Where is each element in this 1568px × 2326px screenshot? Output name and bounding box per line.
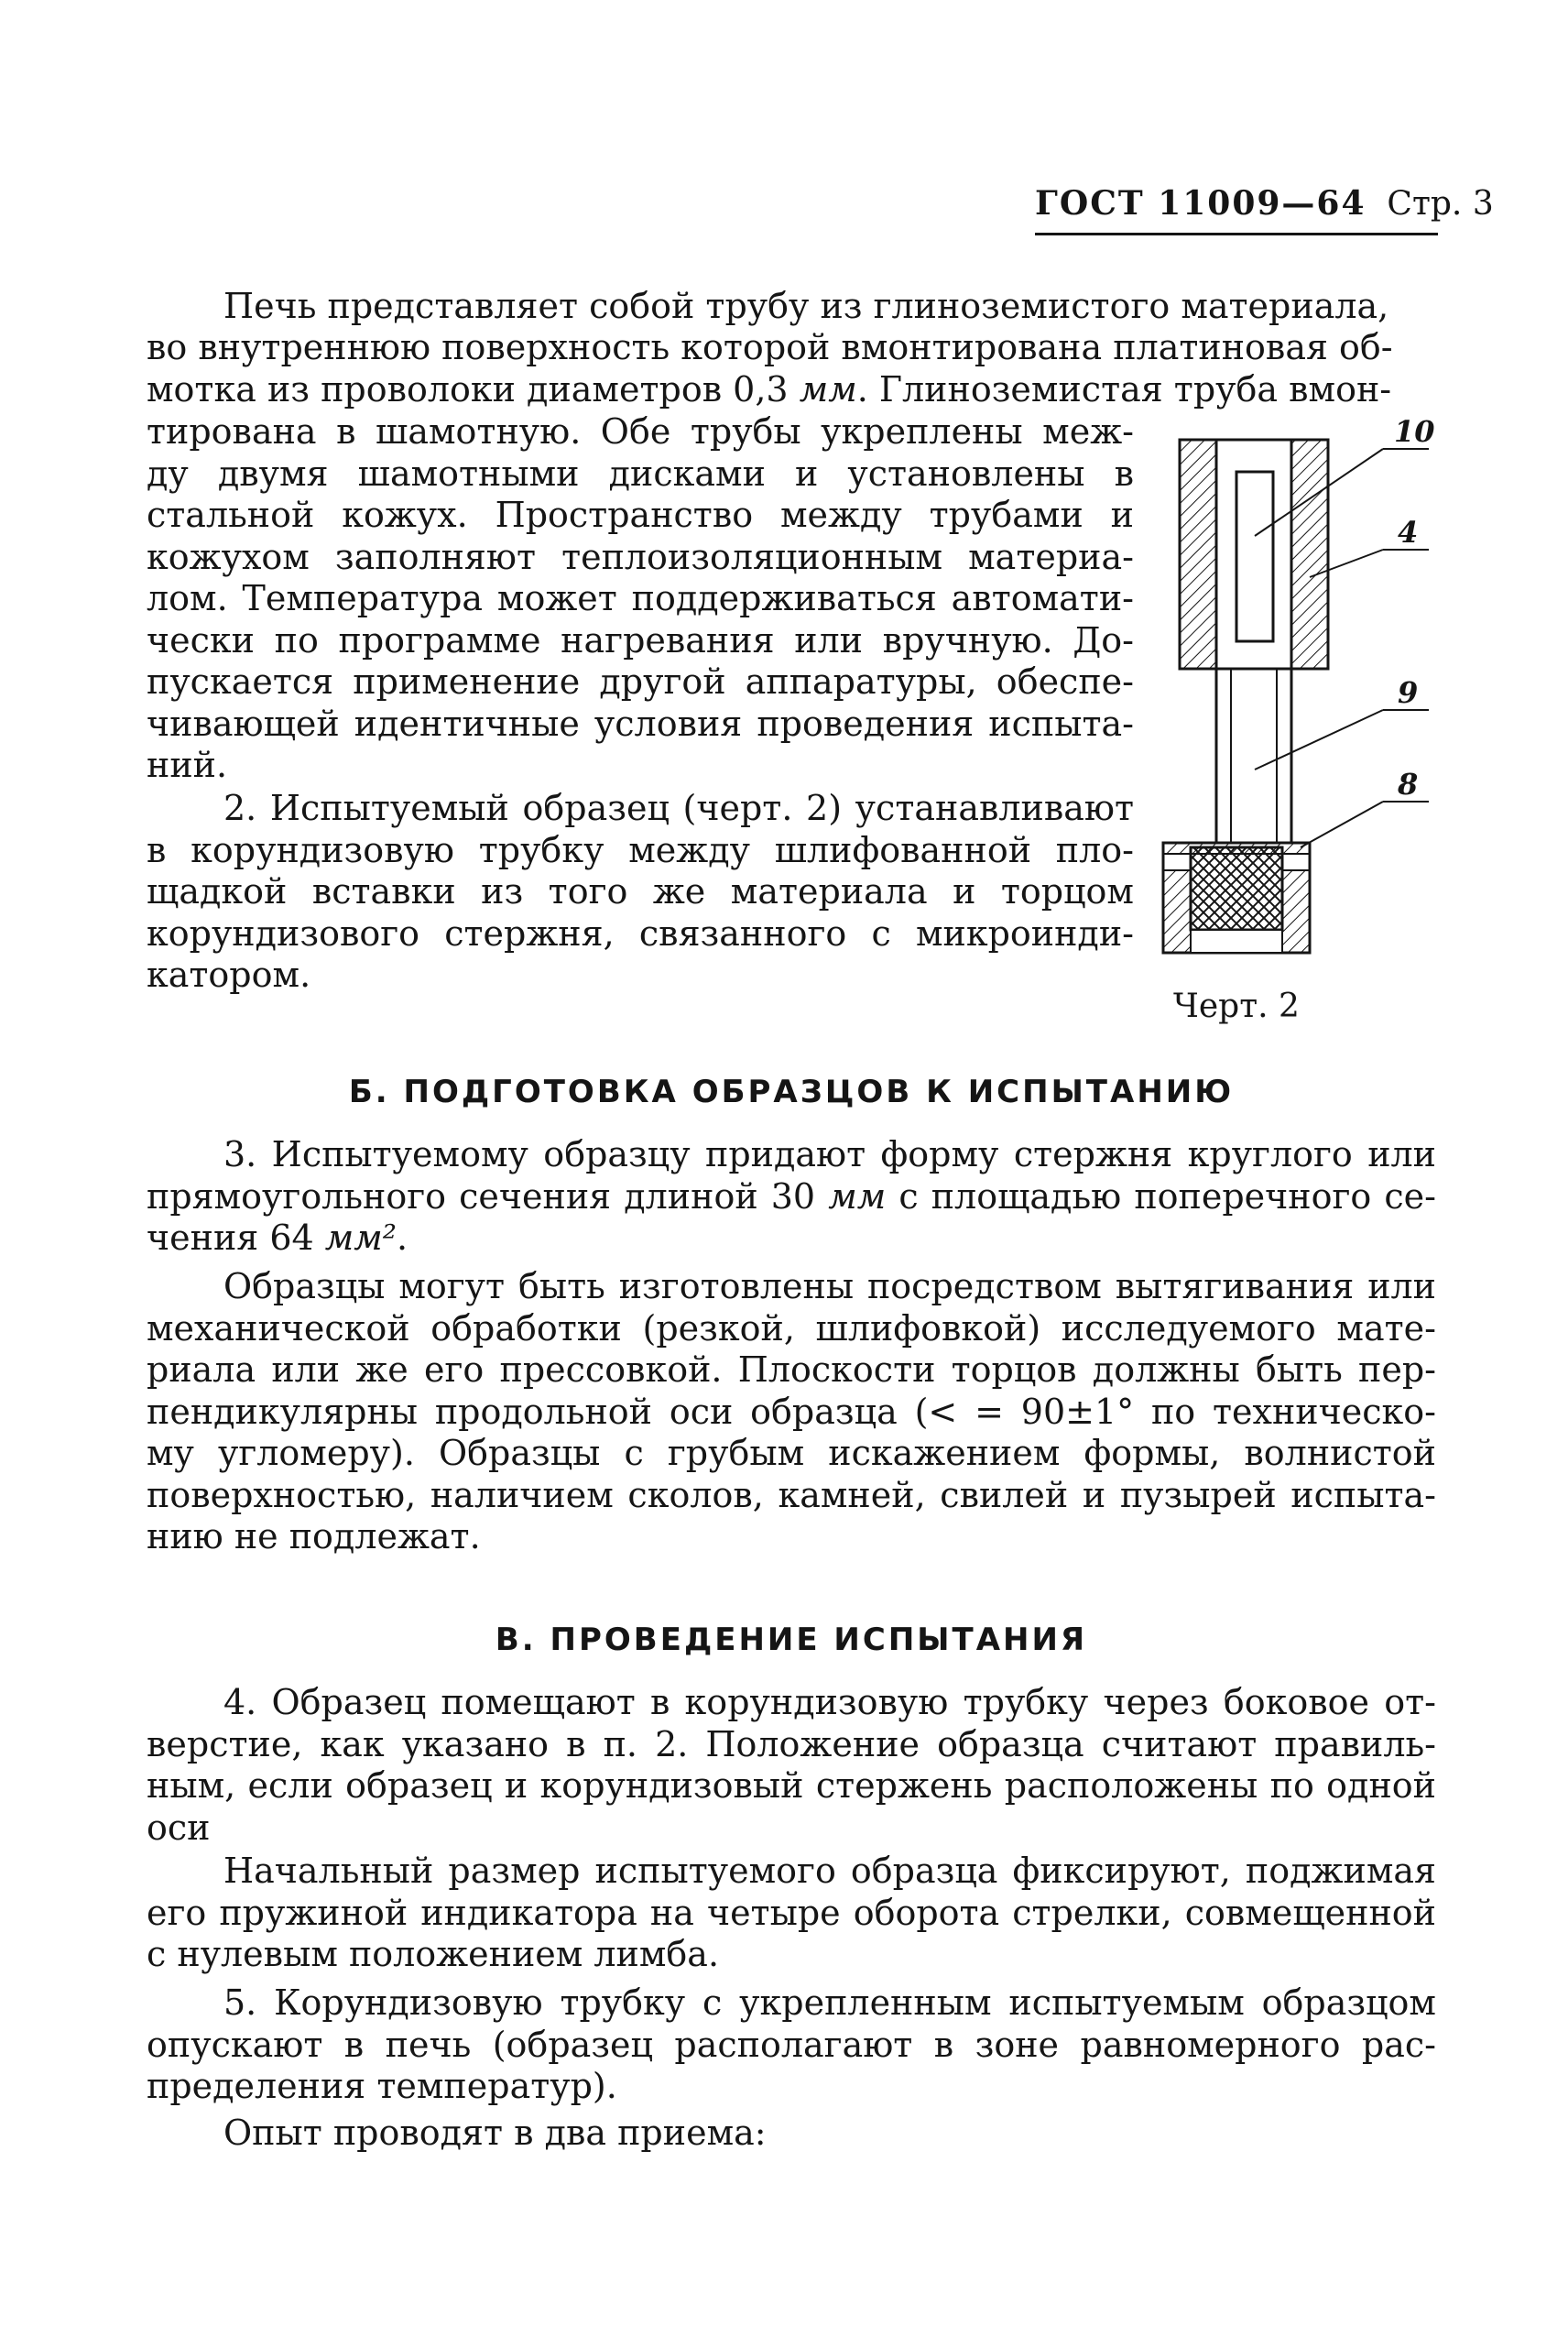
intro-line-1: Печь представляет собой трубу из глиноземистого материала, xyxy=(223,286,1389,326)
paragraph-samples xyxy=(147,1266,1436,1558)
figure-caption: Черт. 2 xyxy=(1173,988,1300,1025)
samples-text: Образцы могут быть изготовлены посредством вытягивания или механической обработки (резкой, шлифовкой) исследуемого мате- риала или же его прессовкой. Плоскости торцов должны быть пер- пендикулярны продольной оси образца (< = 90±1° по техническо- му угломеру). Образцы с грубым искажением формы, волнистой поверхностью, наличием сколов, камней, свилей и пузырей испыта- нию не подлежат. xyxy=(147,1266,1436,1556)
paragraph-2-text: 2. Испытуемый образец (черт. 2) устанавливают в корундизовую трубку между шлифованной пло- щадкой вставки из того же материала и торцом корундизового стержня, связанного с микроинди- катором. xyxy=(147,788,1134,995)
page-number: Стр. 3 xyxy=(1387,185,1494,223)
intro-wrap-text: тирована в шамотную. Обе трубы укреплены меж- ду двумя шамотными дисками и установлены в стальной кожух. Пространство между трубами и кожухом заполняют теплоизоляционным материа- лом. Температура может поддерживаться автомати- чески по программе нагревания или вручную. До- пускается применение другой аппаратуры, обеспе- чивающей идентичные условия проведения испыта- ний. xyxy=(147,411,1134,785)
label-10: 10 xyxy=(1394,414,1435,449)
p3-text-post: . xyxy=(397,1218,408,1258)
section-b-title: Б. ПОДГОТОВКА ОБРАЗЦОВ К ИСПЫТАНИЮ xyxy=(348,1074,1235,1110)
p3-text-pre: 3. Испытуемому образцу придают форму стержня круглого или прямоугольного сечения длиной 30 xyxy=(147,1134,1436,1217)
paragraph-4 xyxy=(147,1682,1436,1849)
header-rule xyxy=(1035,233,1438,235)
last-text: Опыт проводят в два приема: xyxy=(223,2113,767,2153)
paragraph-2 xyxy=(147,788,1134,997)
label-9: 9 xyxy=(1398,675,1419,710)
p3-text-mid: с площадью поперечного се- чения 64 xyxy=(147,1175,1436,1258)
gost-number: ГОСТ 11009—64 xyxy=(1035,184,1367,223)
intro-wrap-paragraph xyxy=(147,411,1134,787)
intro-line-3-post: . Глиноземистая труба вмон- xyxy=(856,369,1392,410)
paragraph-5 xyxy=(147,1982,1436,2108)
label-4: 4 xyxy=(1398,515,1419,550)
intro-line-3-block xyxy=(147,369,1436,411)
paragraph-last xyxy=(147,2113,1436,2155)
intro-line-2: во внутреннюю поверхность которой вмонтирована платиновая об- xyxy=(147,327,1393,367)
furnace-diagram xyxy=(1154,412,1456,1054)
intro-line-3-pre: мотка из проволоки диаметров 0,3 xyxy=(147,369,800,410)
page-header xyxy=(1035,183,1494,224)
p4-text: 4. Образец помещают в корундизовую трубку через боковое от- верстие, как указано в п. 2. Положение образца считают правиль- ным, если образец и корундизовый стержень расположены по одной оси xyxy=(147,1682,1436,1848)
corundum-tube xyxy=(1216,669,1291,843)
sample-holder xyxy=(1163,843,1310,953)
intro-paragraph xyxy=(147,286,1436,328)
corundum-rod xyxy=(1236,472,1273,641)
unit-mm2: мм² xyxy=(324,1218,397,1258)
section-c-title: В. ПРОВЕДЕНИЕ ИСПЫТАНИЯ xyxy=(495,1622,1088,1658)
unit-mm: мм xyxy=(828,1175,887,1217)
paragraph-initial-size xyxy=(147,1851,1436,1976)
paragraph-3 xyxy=(147,1134,1436,1260)
intro-line-2-block xyxy=(147,327,1436,369)
label-8: 8 xyxy=(1398,767,1419,802)
p5-text: 5. Корундизовую трубку с укрепленным испытуемым образцом опускают в печь (образец располагают в зоне равномерного рас- пределения температур). xyxy=(147,1982,1436,2106)
initial-size-text: Начальный размер испытуемого образца фиксируют, поджимая его пружиной индикатора на четыре оборота стрелки, совмещенной с нулевым положением лимба. xyxy=(147,1851,1436,1974)
unit-mm: мм xyxy=(799,369,857,410)
